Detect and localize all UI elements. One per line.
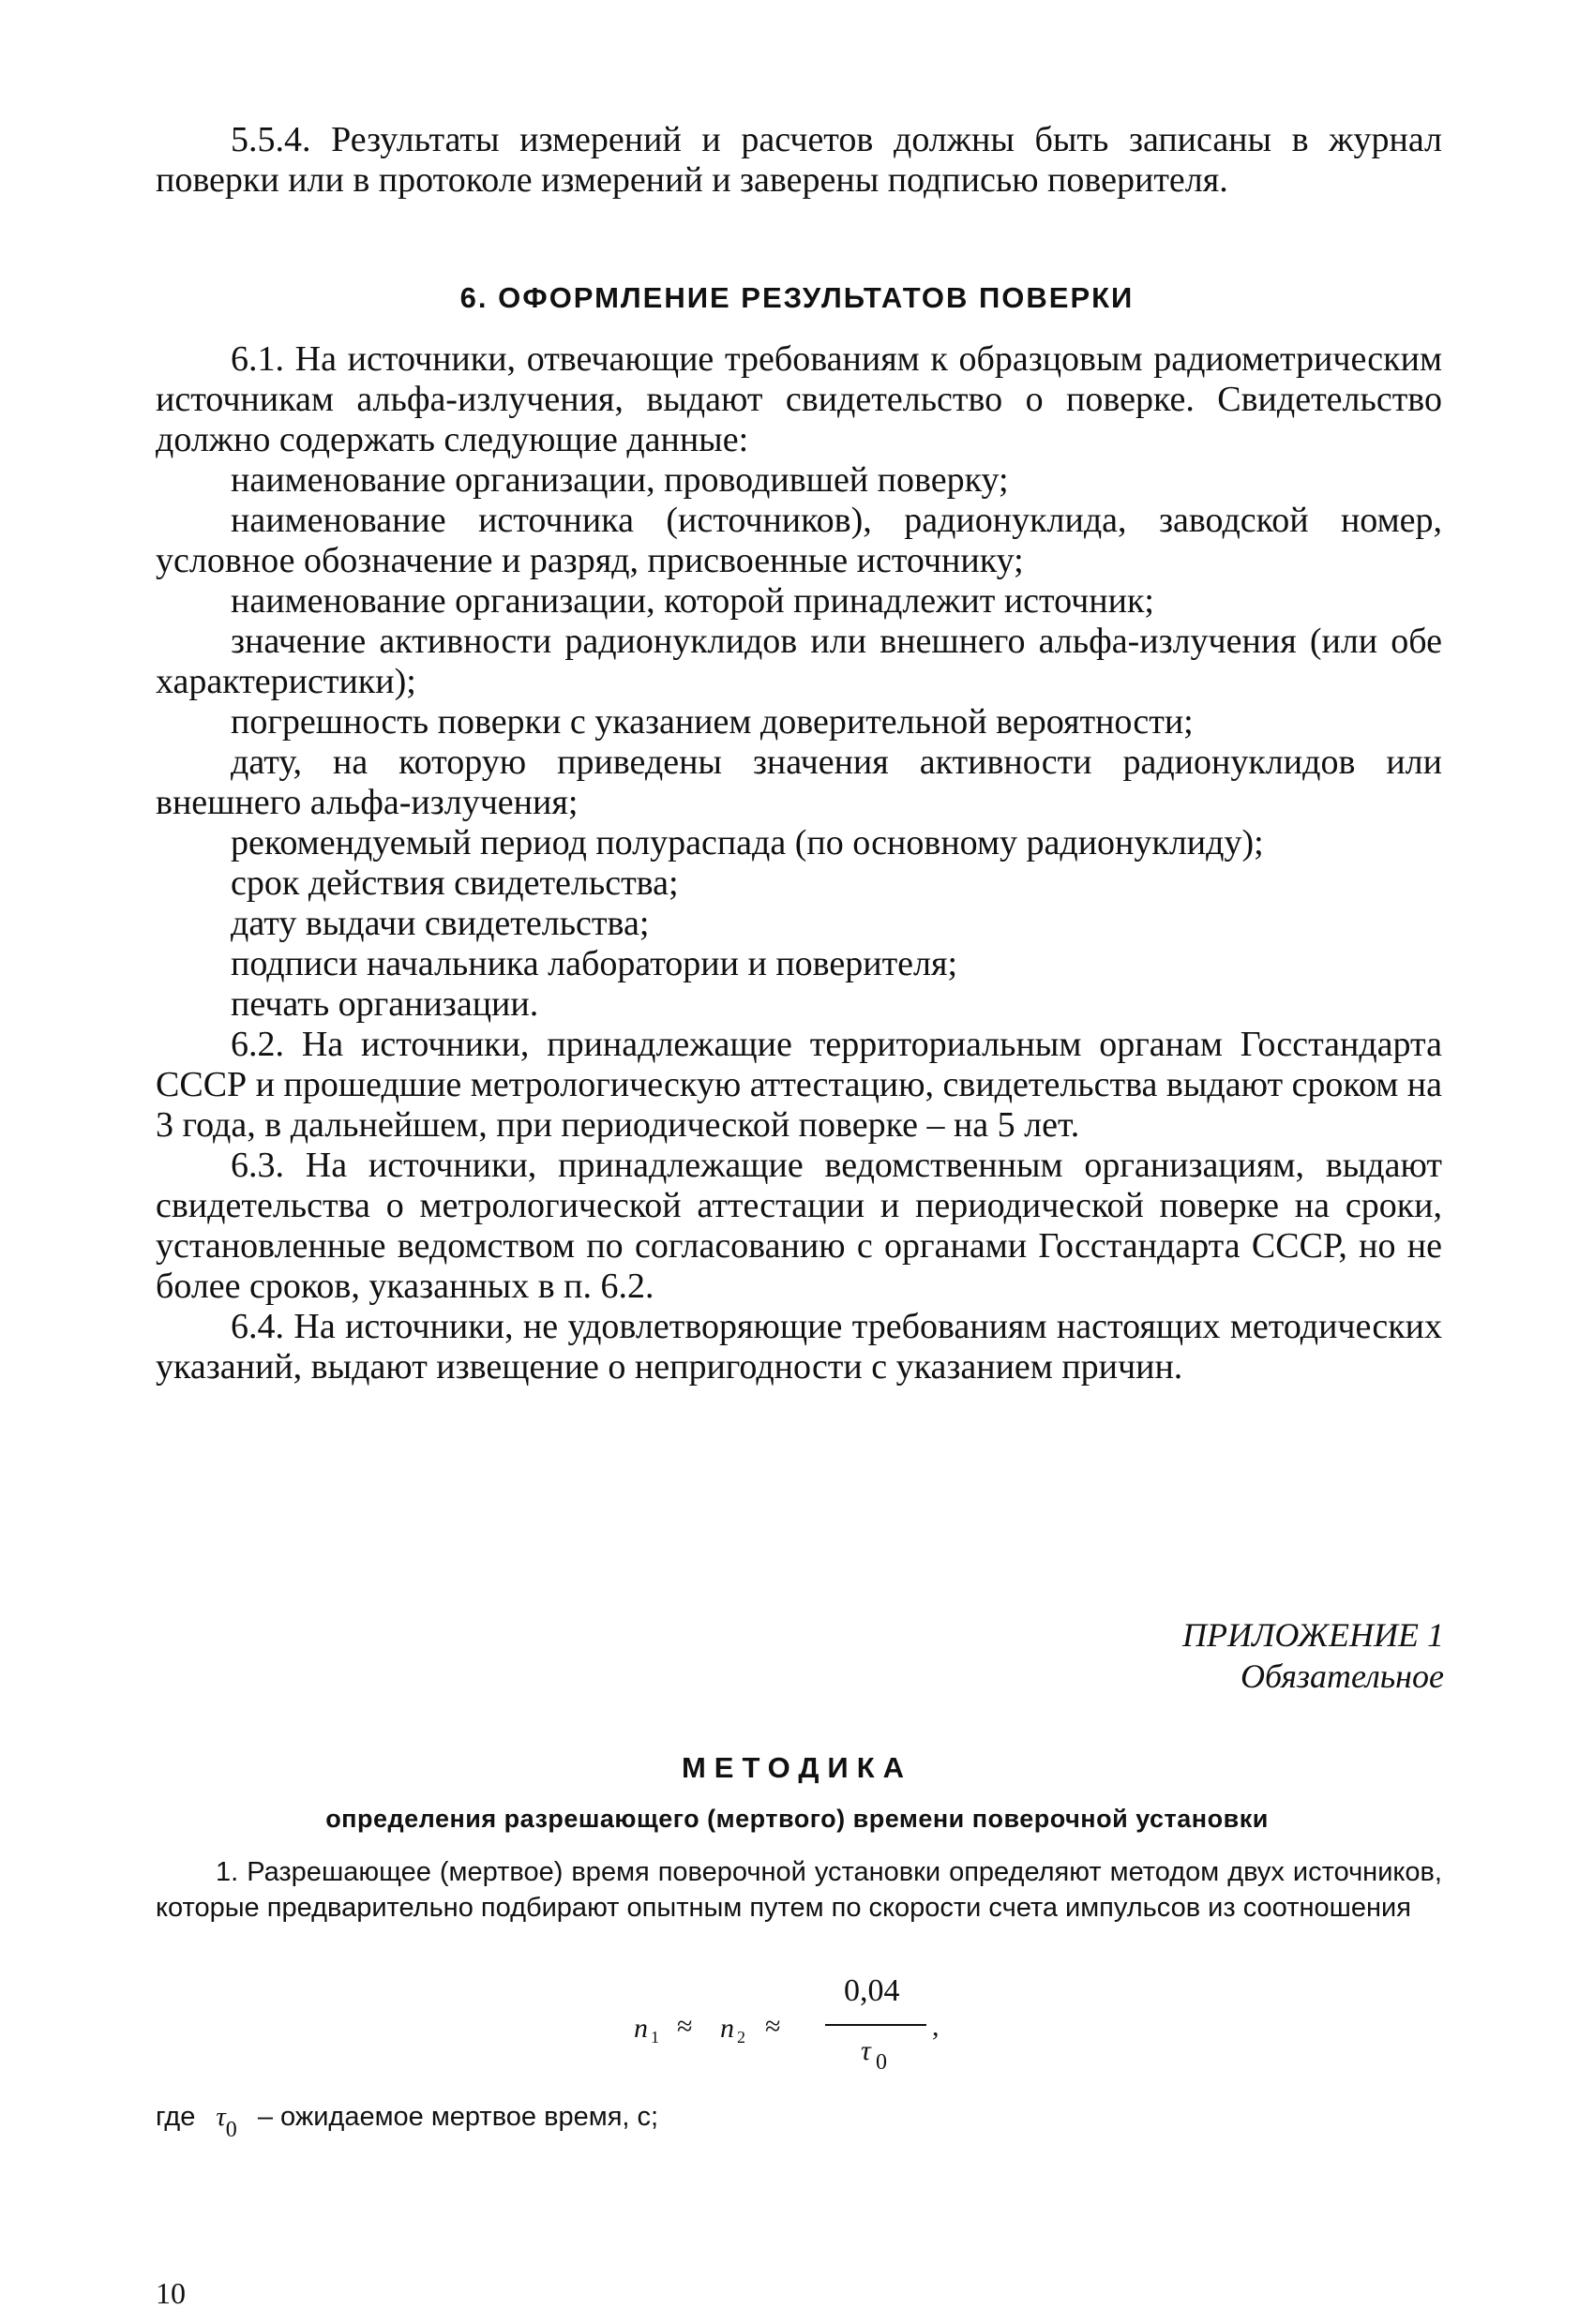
list-item: дату выдачи свидетельства;: [231, 904, 650, 943]
where-line: [156, 2102, 659, 2142]
page-number: 10: [156, 2276, 186, 2310]
formula-trailing-comma: ,: [932, 2011, 940, 2042]
fraction-bar: [825, 2024, 926, 2026]
formula-numerator: 0,04: [844, 1973, 900, 2008]
paragraph-6-1-intro: 6.1. На источники, отвечающие требованиям к образцовым радиометрическим источникам альфа-излучения, выдают свидетельство о поверке. Свидетельство должно содержать следующие данные:: [156, 339, 1442, 459]
paragraph-6-3: 6.3. На источники, принадлежащие ведомственным организациям, выдают свидетельства о метрологической аттестации и периодической поверке на сроки, установленные ведомством по согласованию с органами Госстандарта СССР, но не более сроков, указанных в п. 6.2.: [156, 1146, 1442, 1306]
method-paragraph-1: 1. Разрешающее (мертвое) время поверочной установки определяют методом двух источников, которые предварительно подбирают опытным путем по скорости счета импульсов из соотношения: [156, 1857, 1442, 1923]
formula-denominator-subscript: 0: [876, 2050, 887, 2075]
section-6-heading: 6. ОФОРМЛЕНИЕ РЕЗУЛЬТАТОВ ПОВЕРКИ: [459, 281, 1135, 314]
formula-approx-2: ≈: [765, 2011, 781, 2042]
paragraph-6-2: 6.2. На источники, принадлежащие территориальным органам Госстандарта СССР и прошедшие метрологическую аттестацию, свидетельства выдают сроком на 3 года, в дальнейшем, при периодической поверке – на 5 лет.: [156, 1025, 1442, 1145]
method-title: МЕТОДИКА: [681, 1751, 913, 1784]
list-item: погрешность поверки с указанием доверительной вероятности;: [231, 702, 1194, 742]
list-item: наименование организации, проводившей поверку;: [231, 460, 1009, 500]
list-item: наименование организации, которой принадлежит источник;: [231, 581, 1154, 621]
list-item: срок действия свидетельства;: [231, 863, 679, 903]
section-5-5-4: [156, 120, 1442, 201]
appendix-type: Обязательное: [1241, 1657, 1444, 1695]
list-item: рекомендуемый период полураспада (по основному радионуклиду);: [231, 823, 1264, 862]
where-prefix: где: [156, 2102, 196, 2132]
where-symbol: τ: [216, 2102, 226, 2132]
formula-approx-1: ≈: [677, 2011, 693, 2042]
method-paragraph-block: [156, 1854, 1442, 1926]
formula-n2-subscript: 2: [737, 2028, 745, 2047]
paragraph-6-4: 6.4. На источники, не удовлетворяющие требованиям настоящих методических указаний, выдают извещение о непригодности с указанием причин.: [156, 1307, 1442, 1387]
appendix-label: ПРИЛОЖЕНИЕ 1: [1182, 1616, 1444, 1654]
paragraph-5-5-4: 5.5.4. Результаты измерений и расчетов должны быть записаны в журнал поверки или в протоколе измерений и заверены подписью поверителя.: [156, 120, 1442, 200]
method-subtitle: определения разрешающего (мертвого) времени поверочной установки: [325, 1805, 1269, 1833]
appendix-block: [1182, 1614, 1444, 1697]
formula-n1-subscript: 1: [651, 2028, 659, 2047]
list-item: дату, на которую приведены значения активности радионуклидов или внешнего альфа-излучения;: [156, 742, 1442, 822]
formula-n1: n: [634, 2013, 648, 2044]
list-item: подписи начальника лаборатории и поверителя;: [231, 944, 958, 983]
where-text: – ожидаемое мертвое время, с;: [257, 2102, 659, 2132]
list-item: значение активности радионуклидов или внешнего альфа-излучения (или обе характеристики);: [156, 622, 1442, 701]
list-item: печать организации.: [231, 984, 539, 1024]
formula-denominator: τ: [861, 2035, 871, 2066]
formula-n2: n: [720, 2013, 734, 2044]
list-item: наименование источника (источников), радионуклида, заводской номер, условное обозначение и разряд, присвоенные источнику;: [156, 501, 1442, 580]
where-subscript: 0: [225, 2118, 237, 2142]
formula: [0, 1973, 1594, 2077]
section-6-1: [156, 339, 1442, 1387]
